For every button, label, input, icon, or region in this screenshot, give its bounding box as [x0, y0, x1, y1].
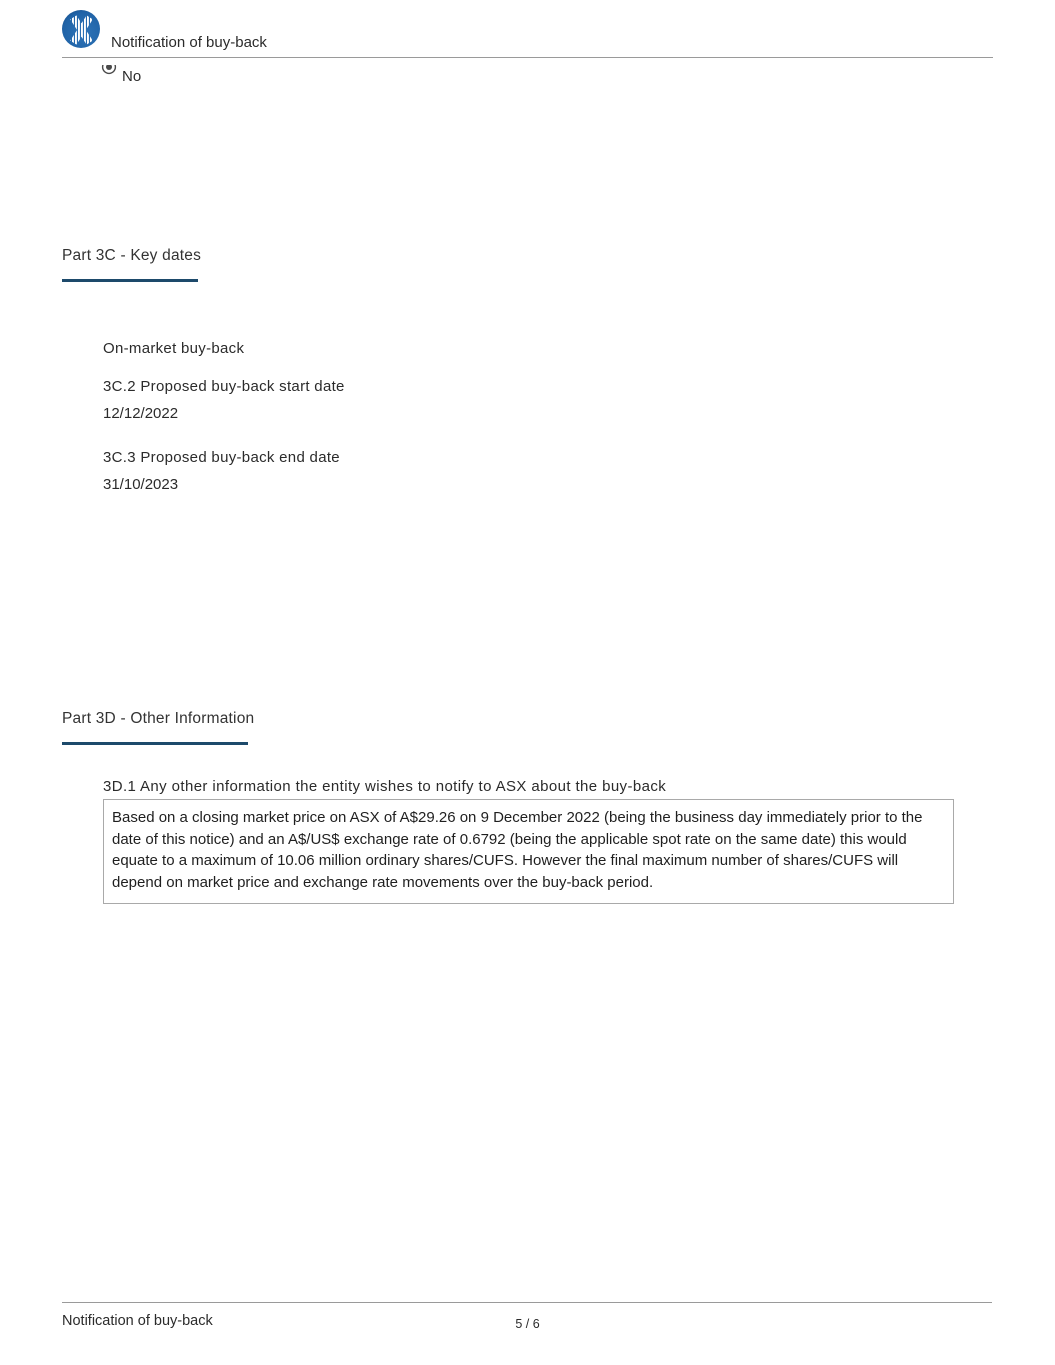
field-label-start-date: 3C.2 Proposed buy-back start date: [103, 378, 345, 395]
section-title-part-3d: Part 3D - Other Information: [62, 710, 255, 727]
question-label-3d1: 3D.1 Any other information the entity wishes to notify to ASX about the buy-back: [103, 778, 667, 795]
radio-option-label: No: [122, 68, 142, 85]
field-label-end-date: 3C.3 Proposed buy-back end date: [103, 449, 340, 466]
section-underline: [62, 742, 248, 745]
footer-document-title: Notification of buy-back: [62, 1313, 213, 1329]
document-title: Notification of buy-back: [111, 34, 267, 51]
asx-logo-icon: [62, 10, 100, 48]
carryover-radio-option: [101, 64, 141, 88]
other-information-textbox[interactable]: Based on a closing market price on ASX of A$29.26 on 9 December 2022 (being the business day immediately prior to the date of this notice) and an A$/US$ exchange rate of 0.6792 (being the applicable spot rate on the same date) this would equate to a maximum of 10.06 million ordinary shares/CUFS. However the final maximum number of shares/CUFS will depend on market price and exchange rate movements over the buy-back period.: [103, 799, 954, 904]
page-number-indicator: 5 / 6: [515, 1317, 540, 1331]
section-title-part-3c: Part 3C - Key dates: [62, 247, 202, 264]
field-value-start-date: 12/12/2022: [103, 405, 179, 422]
section-underline: [62, 279, 198, 282]
radio-selected-icon[interactable]: [101, 65, 117, 81]
field-value-end-date: 31/10/2023: [103, 476, 179, 493]
footer-divider: [62, 1302, 992, 1303]
buyback-type-subtitle: On-market buy-back: [103, 340, 245, 357]
header-divider: [62, 57, 993, 58]
